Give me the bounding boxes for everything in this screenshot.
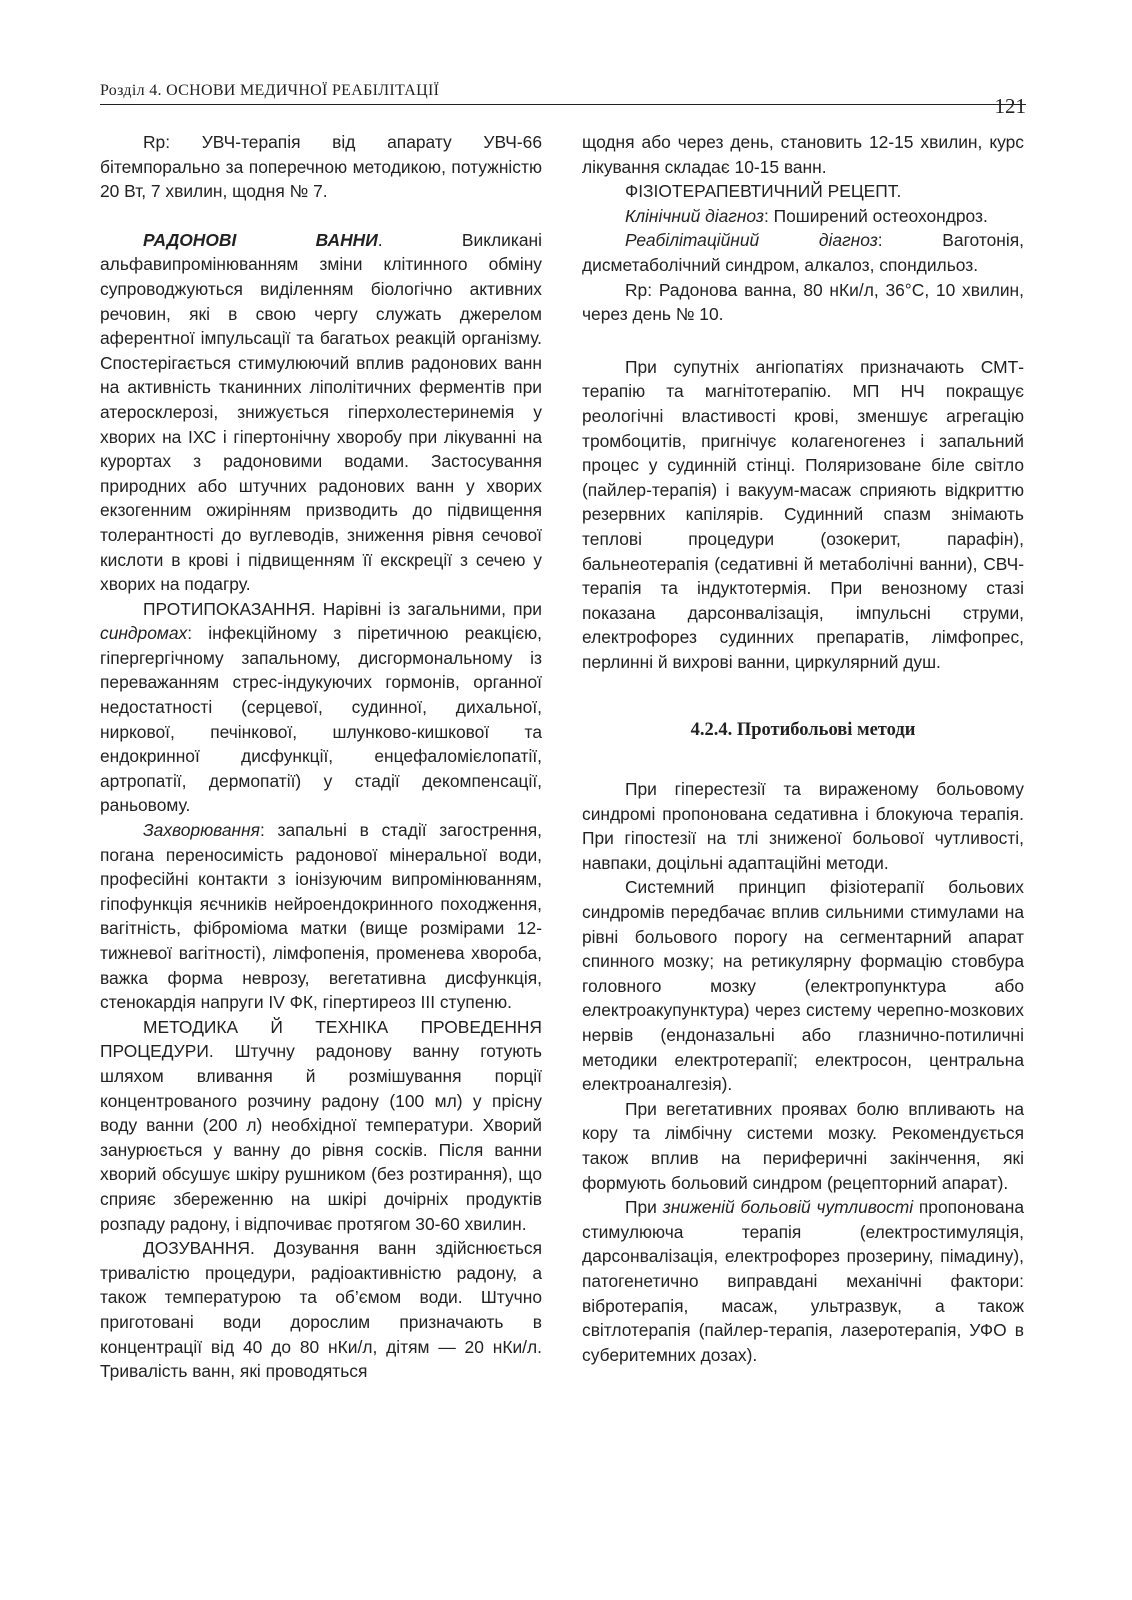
radon-paragraph [100,228,542,597]
dosage-paragraph: ДОЗУВАННЯ. Дозування ванн здійснюється тривалістю процедури, радіоактивністю радону, а також температурою та об’ємом води. Штучно приготовані води дорослим призначають в концентрації від 40 до 80 нКи/л, дітям — 20 нКи/л. Тривалість ванн, які проводяться [100,1238,542,1382]
left-column [100,130,542,1384]
reduced-sensitivity-paragraph [582,1195,1024,1367]
angiopathy-paragraph: При супутніх ангіопатіях призначають СМТ-терапію та магнітотерапію. МП НЧ покращує реологічні властивості крові, зменшує агрегацію тромбоцитів, пригнічує колагеногенез і запальний процес у судинній стінці. Поляризоване біле світло (пайлер-терапія) і вакуум-масаж сприяють відкриттю резервних капілярів. Судинний спазм знімають теплові процедури (озокерит, парафін), бальнеотерапія (седативні й метаболічні ванни), СВЧ-терапія та індуктотермія. При венозному стазі показана дарсонвалізація, імпульсні струми, електрофорез судинних препаратів, лімфопрес, перлинні й вихрові ванни, циркулярний душ. [582,356,1024,672]
diseases-text: : запальні в стадії загострення, погана переносимість радонової мінеральної води, професійні контакти з іонізуючим випромінюванням, гіпофункція яєчників нейроендокринного походження, вагітність, фіброміома матки (вище розмірами 12-тижневої вагітності), лімфопенія, променева хвороба, важка форма неврозу, вегетативна дисфункція, стенокардія напруги IV ФК, гіпертиреоз III ступеню. [100,820,542,1013]
reduced-italic: зниженій больовій чутливості [662,1197,914,1218]
page-number: 121 [994,94,1026,118]
radon-text: . Викликані альфавипромінюванням зміни клітинного обміну супроводжуються виділенням біологічно активних речовин, які в свою чергу служать джерелом аферентної імпульсації та багатьох реакцій організму. Спостерігається стимулюючий вплив радонових ванн на активність тканинних ліполітичних ферментів при атеросклерозі, знижується гіперхолестеринемія у хворих на ІХС і гіпертонічну хворобу при лікуванні на курортах з радоновими водами. Застосування природних або штучних радонових ванн у хворих екзогенним ожирінням призводить до підвищення толерантності до вуглеводів, зниження рівня сечової кислоти в крові і підвищенням її екскреції з сечею у хворих на подагру. [100,229,542,595]
right-column [582,130,1024,1367]
reduced-text-b: пропонована стимулююча терапія (електростимуляція, дарсонвалізація, електрофорез прозерину, пімадину), патогенетично виправдані механічні фактори: вібротерапія, масаж, ультразвук, а також світлотерапія (пайлер-терапія, лазеротерапія, УФО в суберитемних дозах). [582,1197,1025,1365]
clinical-text: : Поширений остеохондроз. [763,205,988,226]
chapter-title: Розділ 4. ОСНОВИ МЕДИЧНОЇ РЕАБІЛІТАЦІЇ [100,82,440,99]
method-paragraph: МЕТОДИКА Й ТЕХНІКА ПРОВЕДЕННЯ ПРОЦЕДУРИ. Штучну радонову ванну готують шляхом вливання й розмішування порції концентрованого розчину радону (100 мл) у прісну воду ванни (200 л) необхідної температури. Хворий занурюється у ванну до рівня сосків. Після ванни хворий обсушує шкіру рушником (без розтирання), що сприяє збереженню на шкірі дочірніх продуктів розпаду радону, і відпочиває протягом 30-60 хвилин. [100,1016,542,1234]
section-heading: 4.2.4. Протибольові методи [690,720,916,741]
diseases-label: Захворювання [143,820,260,841]
rehab-diagnosis [582,228,1024,277]
radon-heading: РАДОНОВІ ВАННИ [143,229,378,250]
clinical-diagnosis [582,204,1024,229]
systemic-principle-paragraph: Системний принцип фізіотерапії больових синдромів передбачає вплив сильними стимулами на рівні больового порогу на сегментарний апарат спинного мозку; на ретикулярну формацію стовбура головного мозку (електропунктура або електроакупунктура) через систему черепно-мозкових нервів (ендоназальні або глазнично-потиличні методики електротерапії; електросон, центральна електроаналгезія). [582,877,1024,1095]
reduced-text-a: При [625,1197,663,1218]
recipe-title: ФІЗІОТЕРАПЕВТИЧНИЙ РЕЦЕПТ. [625,181,902,202]
contra-text-b: : інфекційному з піретичною реакцією, гіпергергічному запальному, дисгормональному із переважанням стрес-індукуючих гормонів, органної недостатності (серцевої, судинної, дихальної, ниркової, печінкової, шлунково-кишкової та ендокринної дисфункції, енцефаломієлопатії, артропатії, дермопатії) у стадії декомпенсації, раньовому. [100,623,542,816]
running-header [100,74,1026,118]
contra-italic: синдромах [100,623,188,644]
rp-uhf-paragraph: Rp: УВЧ-терапія від апарату УВЧ-66 бітемпорально за поперечною методикою, потужністю 20 Вт, 7 хвилин, щодня № 7. [100,132,542,202]
clinical-label: Клінічний діагноз [625,205,764,226]
contra-text-a: ПРОТИПОКАЗАННЯ. Нарівні із загальними, при [143,598,542,619]
continuation-paragraph: щодня або через день, становить 12-15 хвилин, курс лікування складає 10-15 ванн. [582,132,1024,177]
vegetative-paragraph: При вегетативних проявах болю впливають на кору та лімбічну системи мозку. Рекомендується також вплив на периферичні закінчення, які формують больовий синдром (рецепторний апарат). [582,1098,1024,1193]
header-rule [100,104,1026,105]
diseases-paragraph [100,818,542,1015]
rehab-text: : Ваготонія, дисметаболічний синдром, алкалоз, спондильоз. [582,230,1024,275]
contraindications-paragraph [100,597,542,818]
hyperesthesia-paragraph: При гіперестезії та вираженому больовому синдромі пропонована седативна і блокуюча терапія. При гіпостезії на тлі зниженої больової чутливості, навпаки, доцільні адаптаційні методи. [582,779,1024,873]
rehab-label: Реабілітаційний діагноз [625,230,878,251]
rp-radon-paragraph: Rp: Радонова ванна, 80 нКи/л, 36°С, 10 хвилин, через день № 10. [582,279,1024,325]
